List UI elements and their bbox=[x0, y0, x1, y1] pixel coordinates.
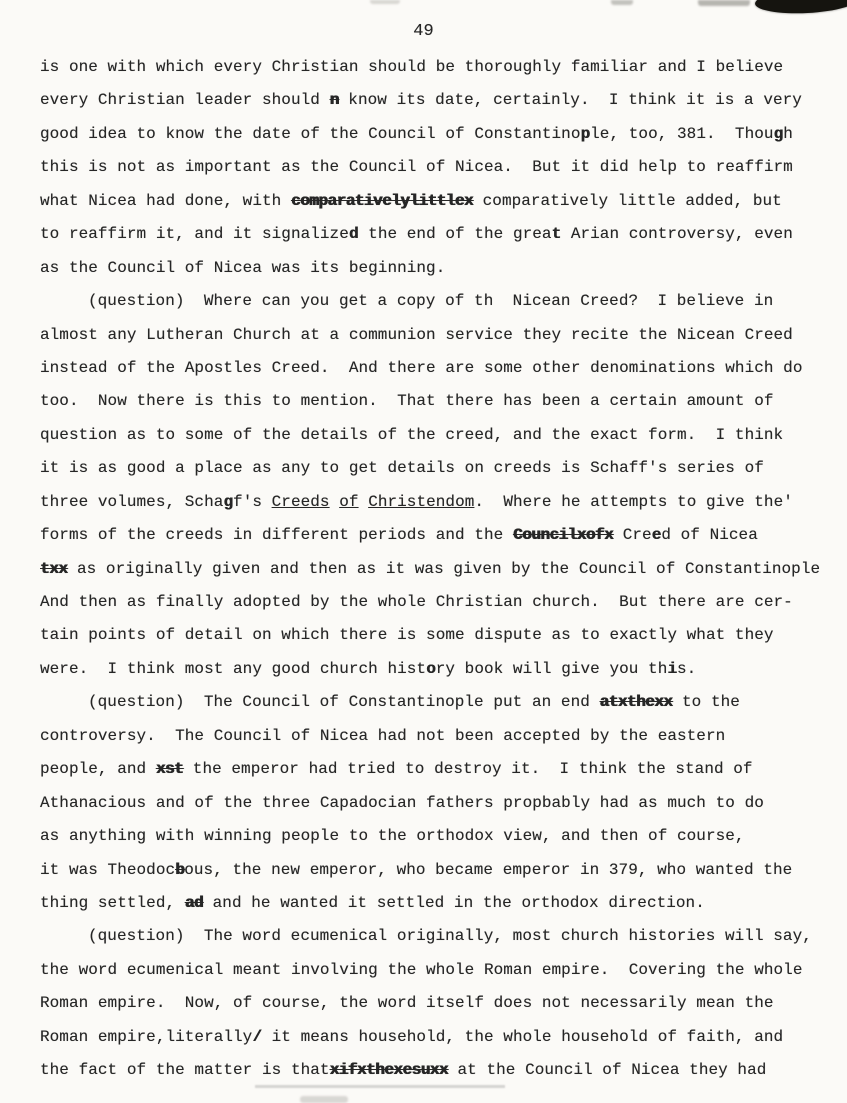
text-line bbox=[40, 624, 840, 657]
text-segment: g bbox=[223, 492, 234, 511]
text-line bbox=[40, 89, 840, 122]
text-segment: (question) Where can you get a copy of th Nicean Creed? I believe in bbox=[88, 292, 774, 311]
text-segment: question as to some of the details of the creed, and the exact form. I think bbox=[40, 425, 784, 444]
text-segment: know its date, certainly. I think it is a very bbox=[338, 91, 802, 110]
text-segment: almost any Lutheran Church at a communion service they recite the Nicean Creed bbox=[40, 325, 793, 344]
struck-out-text: txx bbox=[40, 559, 68, 578]
underlined-text: Creeds bbox=[271, 492, 330, 511]
text-segment: controversy. The Council of Nicea had not been accepted by the eastern bbox=[40, 726, 726, 745]
text-line bbox=[40, 691, 840, 724]
text-segment: what Nicea had done, with bbox=[40, 191, 291, 210]
text-segment: Roman empire. Now, of course, the word itself does not necessarily mean the bbox=[40, 994, 774, 1013]
text-segment: (question) The Council of Constantinople put an end bbox=[88, 693, 600, 712]
text-segment: is one with which every Christian should be thoroughly familiar and I believe bbox=[40, 58, 784, 76]
text-line bbox=[40, 491, 840, 524]
text-line bbox=[40, 123, 840, 156]
text-line bbox=[40, 290, 840, 323]
text-line bbox=[40, 1059, 840, 1092]
text-segment: / bbox=[252, 1027, 262, 1046]
text-segment: good idea to know the date of the Council of Constantino bbox=[40, 124, 581, 143]
text-segment: d of Nicea bbox=[661, 526, 758, 545]
text-segment: g bbox=[773, 124, 784, 143]
text-segment: tain points of detail on which there is some dispute as to exactly what they bbox=[40, 626, 774, 645]
underlined-text: of bbox=[339, 492, 359, 511]
text-segment: o bbox=[426, 659, 436, 678]
text-segment: too. Now there is this to mention. That there has been a certain amount of bbox=[40, 392, 774, 411]
text-segment: ous, the new emperor, who became emperor in 379, who wanted the bbox=[184, 860, 793, 879]
text-segment: h bbox=[783, 124, 793, 143]
text-line bbox=[40, 792, 840, 825]
scan-artifact-top-mark bbox=[370, 0, 400, 4]
text-segment: e bbox=[651, 526, 662, 545]
page-number: 49 bbox=[413, 22, 434, 41]
text-line bbox=[40, 758, 840, 791]
text-line bbox=[40, 892, 840, 925]
text-line bbox=[40, 1026, 840, 1059]
text-segment: at the Council of Nicea they had bbox=[447, 1061, 767, 1080]
text-line bbox=[40, 925, 840, 958]
text-segment: were. I think most any good church hist bbox=[40, 659, 427, 678]
text-line bbox=[40, 825, 840, 858]
text-segment: the emperor had tried to destroy it. I think the stand of bbox=[183, 760, 753, 779]
text-segment: s. bbox=[677, 659, 697, 678]
text-segment: as originally given and then as it was given by the Council of Constantinople bbox=[67, 559, 821, 578]
text-segment: it means household, the whole household of faith, and bbox=[262, 1027, 784, 1046]
text-segment: every Christian leader should bbox=[40, 91, 330, 110]
text-segment: Arian controversy, even bbox=[561, 225, 793, 244]
text-segment: p bbox=[580, 124, 591, 143]
text-line bbox=[40, 156, 840, 189]
text-segment: the word ecumenical meant involving the whole Roman empire. Covering the whole bbox=[40, 960, 803, 979]
text-segment: Cre bbox=[613, 526, 652, 545]
scan-artifact-top-mark bbox=[611, 0, 633, 5]
text-segment: as anything with winning people to the orthodox view, and then of course, bbox=[40, 827, 745, 846]
scan-artifact-top-mark bbox=[698, 0, 750, 6]
text-segment: . Where he attempts to give the' bbox=[474, 492, 793, 511]
document-body bbox=[40, 56, 840, 1093]
text-line bbox=[40, 859, 840, 892]
text-line bbox=[40, 725, 840, 758]
text-line bbox=[40, 257, 840, 290]
text-line bbox=[40, 390, 840, 423]
text-segment: Athanacious and of the three Capadocian fathers propbably had as much to do bbox=[40, 793, 764, 812]
text-segment: people, and bbox=[40, 760, 156, 779]
text-line bbox=[40, 223, 840, 256]
text-segment: i bbox=[667, 659, 678, 678]
text-segment bbox=[330, 493, 340, 511]
text-line bbox=[40, 591, 840, 624]
struck-out-text: xifxthexesuxx bbox=[329, 1061, 448, 1080]
text-line bbox=[40, 959, 840, 992]
struck-out-text: comparativelylittlex bbox=[290, 191, 473, 210]
text-segment: f's bbox=[233, 492, 272, 511]
text-segment: to reaffirm it, and it signalize bbox=[40, 225, 349, 244]
text-segment: thing settled, bbox=[40, 893, 185, 912]
text-segment: as the Council of Nicea was its beginning. bbox=[40, 258, 446, 277]
text-segment: this is not as important as the Council of Nicea. But it did help to reaffirm bbox=[40, 158, 793, 177]
underlined-text: Christendom bbox=[368, 492, 475, 511]
text-segment: Roman empire,literally bbox=[40, 1027, 253, 1046]
struck-out-text: Councilxofx bbox=[512, 526, 614, 545]
text-segment: it is as good a place as any to get details on creeds is Schaff's series of bbox=[40, 459, 764, 478]
struck-out-text: ad bbox=[184, 893, 203, 912]
text-line bbox=[40, 424, 840, 457]
text-line bbox=[40, 558, 840, 591]
text-segment: to the bbox=[672, 693, 740, 712]
struck-out-text: b bbox=[175, 860, 185, 879]
text-line bbox=[40, 324, 840, 357]
text-line bbox=[40, 658, 840, 691]
text-line bbox=[40, 56, 840, 89]
struck-out-text: xst bbox=[155, 760, 184, 779]
text-segment: and he wanted it settled in the orthodox direction. bbox=[202, 893, 705, 912]
text-line bbox=[40, 457, 840, 490]
text-segment: forms of the creeds in different periods and the bbox=[40, 526, 513, 545]
text-segment: le, too, 381. Thou bbox=[590, 124, 774, 143]
text-segment: t bbox=[551, 225, 562, 244]
text-segment: instead of the Apostles Creed. And there are some other denominations which do bbox=[40, 358, 803, 377]
struck-out-text: atxthexx bbox=[599, 693, 673, 712]
text-segment: ry book will give you th bbox=[435, 659, 668, 678]
scan-artifact-bottom-smudge bbox=[300, 1096, 348, 1103]
text-line bbox=[40, 992, 840, 1025]
text-segment: it was Theodoc bbox=[40, 860, 176, 879]
text-line bbox=[40, 524, 840, 557]
scan-artifact-top-right bbox=[754, 0, 847, 16]
text-segment: the fact of the matter is that bbox=[40, 1061, 330, 1080]
text-segment: And then as finally adopted by the whole Christian church. But there are cer- bbox=[40, 593, 793, 611]
text-segment: d bbox=[348, 225, 359, 244]
text-segment: comparatively little added, but bbox=[472, 191, 782, 210]
text-line bbox=[40, 357, 840, 390]
text-segment: (question) The word ecumenical originally, most church histories will say, bbox=[88, 927, 812, 946]
text-line bbox=[40, 190, 840, 223]
text-segment bbox=[359, 493, 369, 511]
text-segment: the end of the grea bbox=[358, 225, 552, 244]
text-segment: three volumes, Scha bbox=[40, 492, 224, 511]
struck-out-text: n bbox=[329, 91, 339, 110]
